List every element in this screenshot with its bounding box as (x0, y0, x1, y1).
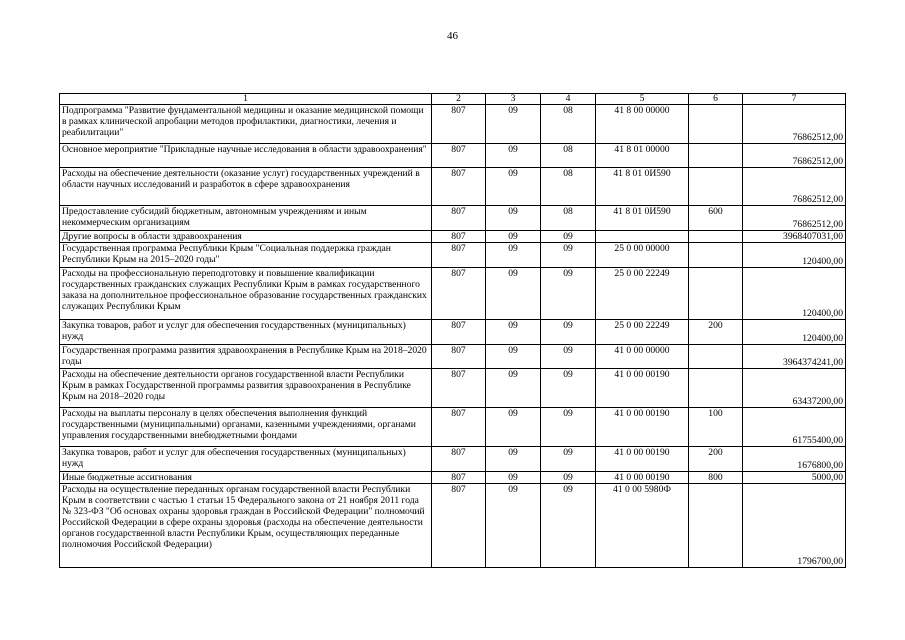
amount-cell: 76862512,00 (743, 144, 846, 168)
code-cell: 807 (432, 144, 486, 168)
table-row (60, 105, 846, 144)
expense-type-cell (689, 231, 743, 243)
table-row (60, 243, 846, 268)
expense-type-cell: 800 (689, 472, 743, 484)
column-header: 4 (541, 94, 596, 105)
expense-type-cell (689, 484, 743, 568)
section-cell: 09 (486, 168, 541, 206)
expense-type-cell (689, 144, 743, 168)
column-header: 3 (486, 94, 541, 105)
row-name-cell: Расходы на профессиональную переподготовку и повышение квалификации государственных гражданских служащих Республики Крым в рамках государственного заказа на дополнительное профессиональное образование государственных гражданских служащих Республики Крым (60, 268, 432, 320)
section-cell: 09 (486, 369, 541, 408)
target-article-cell: 41 0 00 00190 (596, 447, 689, 472)
expense-type-cell: 600 (689, 206, 743, 231)
subsection-cell: 09 (541, 243, 596, 268)
amount-cell: 1796700,00 (743, 484, 846, 568)
subsection-cell: 08 (541, 168, 596, 206)
subsection-cell: 09 (541, 345, 596, 369)
row-name-cell: Подпрограмма "Развитие фундаментальной медицины и оказание медицинской помощи в рамках клинической апробации методов профилактики, диагностики, лечения и реабилитации" (60, 105, 432, 144)
amount-cell: 76862512,00 (743, 206, 846, 231)
budget-table (59, 93, 846, 568)
row-name-cell: Расходы на осуществление переданных органам государственной власти Республики Крым в соответствии с частью 1 статьи 15 Федерального закона от 21 ноября 2011 года № 323-ФЗ "Об основах охраны здоровья граждан в Российской Федерации" полномочий Российской Федерации в сфере охраны здоровья (расходы на обеспечение деятельности органов государственной власти Республики Крым, осуществляющих переданные полномочия Российской Федерации) (60, 484, 432, 568)
section-cell: 09 (486, 447, 541, 472)
section-cell: 09 (486, 268, 541, 320)
code-cell: 807 (432, 472, 486, 484)
row-name-cell: Другие вопросы в области здравоохранения (60, 231, 432, 243)
target-article-cell: 25 0 00 22249 (596, 320, 689, 345)
expense-type-cell: 200 (689, 320, 743, 345)
target-article-cell: 25 0 00 22249 (596, 268, 689, 320)
subsection-cell: 09 (541, 484, 596, 568)
section-cell: 09 (486, 345, 541, 369)
row-name-cell: Расходы на обеспечение деятельности органов государственной власти Республики Крым в рамках Государственной программы развития здравоохранения в Республике Крым на 2018–2020 годы (60, 369, 432, 408)
expense-type-cell (689, 369, 743, 408)
subsection-cell: 09 (541, 369, 596, 408)
code-cell: 807 (432, 345, 486, 369)
amount-cell: 120400,00 (743, 268, 846, 320)
row-name-cell: Закупка товаров, работ и услуг для обеспечения государственных (муниципальных) нужд (60, 320, 432, 345)
table-row (60, 268, 846, 320)
column-header: 6 (689, 94, 743, 105)
target-article-cell (596, 231, 689, 243)
code-cell: 807 (432, 447, 486, 472)
subsection-cell: 09 (541, 408, 596, 447)
subsection-cell: 09 (541, 447, 596, 472)
row-name-cell: Расходы на обеспечение деятельности (оказание услуг) государственных учреждений в области научных исследований и разработок в сфере здравоохранения (60, 168, 432, 206)
table-row (60, 320, 846, 345)
expense-type-cell (689, 268, 743, 320)
row-name-cell: Иные бюджетные ассигнования (60, 472, 432, 484)
section-cell: 09 (486, 408, 541, 447)
target-article-cell: 41 8 00 00000 (596, 105, 689, 144)
column-header: 7 (743, 94, 846, 105)
amount-cell: 120400,00 (743, 320, 846, 345)
subsection-cell: 09 (541, 320, 596, 345)
section-cell: 09 (486, 320, 541, 345)
column-header: 2 (432, 94, 486, 105)
code-cell: 807 (432, 243, 486, 268)
code-cell: 807 (432, 268, 486, 320)
row-name-cell: Основное мероприятие "Прикладные научные исследования в области здравоохранения" (60, 144, 432, 168)
section-cell: 09 (486, 243, 541, 268)
code-cell: 807 (432, 105, 486, 144)
amount-cell: 3968407031,00 (743, 231, 846, 243)
row-name-cell: Государственная программа Республики Крым "Социальная поддержка граждан Республики Крым на 2015–2020 годы" (60, 243, 432, 268)
table-header-row (60, 94, 846, 105)
amount-cell: 5000,00 (743, 472, 846, 484)
section-cell: 09 (486, 472, 541, 484)
row-name-cell: Расходы на выплаты персоналу в целях обеспечения выполнения функций государственными (муниципальными) органами, казенными учреждениями, органами управления государственными внебюджетными фондами (60, 408, 432, 447)
table-row (60, 345, 846, 369)
section-cell: 09 (486, 484, 541, 568)
page-number: 46 (447, 30, 458, 42)
table-row (60, 231, 846, 243)
amount-cell: 61755400,00 (743, 408, 846, 447)
table-row (60, 447, 846, 472)
target-article-cell: 41 0 00 00190 (596, 369, 689, 408)
table-row (60, 144, 846, 168)
subsection-cell: 08 (541, 105, 596, 144)
target-article-cell: 41 0 00 00000 (596, 345, 689, 369)
expense-type-cell (689, 105, 743, 144)
target-article-cell: 41 0 00 00190 (596, 472, 689, 484)
expense-type-cell (689, 345, 743, 369)
table-row (60, 484, 846, 568)
table-row (60, 168, 846, 206)
target-article-cell: 41 0 00 00190 (596, 408, 689, 447)
table-row (60, 369, 846, 408)
column-header: 1 (60, 94, 432, 105)
subsection-cell: 09 (541, 231, 596, 243)
code-cell: 807 (432, 231, 486, 243)
section-cell: 09 (486, 231, 541, 243)
code-cell: 807 (432, 168, 486, 206)
target-article-cell: 41 8 01 0И590 (596, 168, 689, 206)
amount-cell: 76862512,00 (743, 105, 846, 144)
section-cell: 09 (486, 105, 541, 144)
expense-type-cell: 200 (689, 447, 743, 472)
code-cell: 807 (432, 408, 486, 447)
subsection-cell: 08 (541, 206, 596, 231)
target-article-cell: 41 8 01 0И590 (596, 206, 689, 231)
subsection-cell: 08 (541, 144, 596, 168)
amount-cell: 63437200,00 (743, 369, 846, 408)
subsection-cell: 09 (541, 472, 596, 484)
amount-cell: 3964374241,00 (743, 345, 846, 369)
target-article-cell: 41 0 00 5980Ф (596, 484, 689, 568)
subsection-cell: 09 (541, 268, 596, 320)
code-cell: 807 (432, 206, 486, 231)
expense-type-cell (689, 243, 743, 268)
expense-type-cell: 100 (689, 408, 743, 447)
target-article-cell: 25 0 00 00000 (596, 243, 689, 268)
target-article-cell: 41 8 01 00000 (596, 144, 689, 168)
row-name-cell: Закупка товаров, работ и услуг для обеспечения государственных (муниципальных) нужд (60, 447, 432, 472)
amount-cell: 76862512,00 (743, 168, 846, 206)
table-row (60, 206, 846, 231)
column-header: 5 (596, 94, 689, 105)
section-cell: 09 (486, 206, 541, 231)
code-cell: 807 (432, 369, 486, 408)
expense-type-cell (689, 168, 743, 206)
row-name-cell: Государственная программа развития здравоохранения в Республике Крым на 2018–2020 годы (60, 345, 432, 369)
code-cell: 807 (432, 320, 486, 345)
table-row (60, 408, 846, 447)
amount-cell: 120400,00 (743, 243, 846, 268)
row-name-cell: Предоставление субсидий бюджетным, автономным учреждениям и иным некоммерческим организациям (60, 206, 432, 231)
section-cell: 09 (486, 144, 541, 168)
table-row (60, 472, 846, 484)
code-cell: 807 (432, 484, 486, 568)
amount-cell: 1676800,00 (743, 447, 846, 472)
